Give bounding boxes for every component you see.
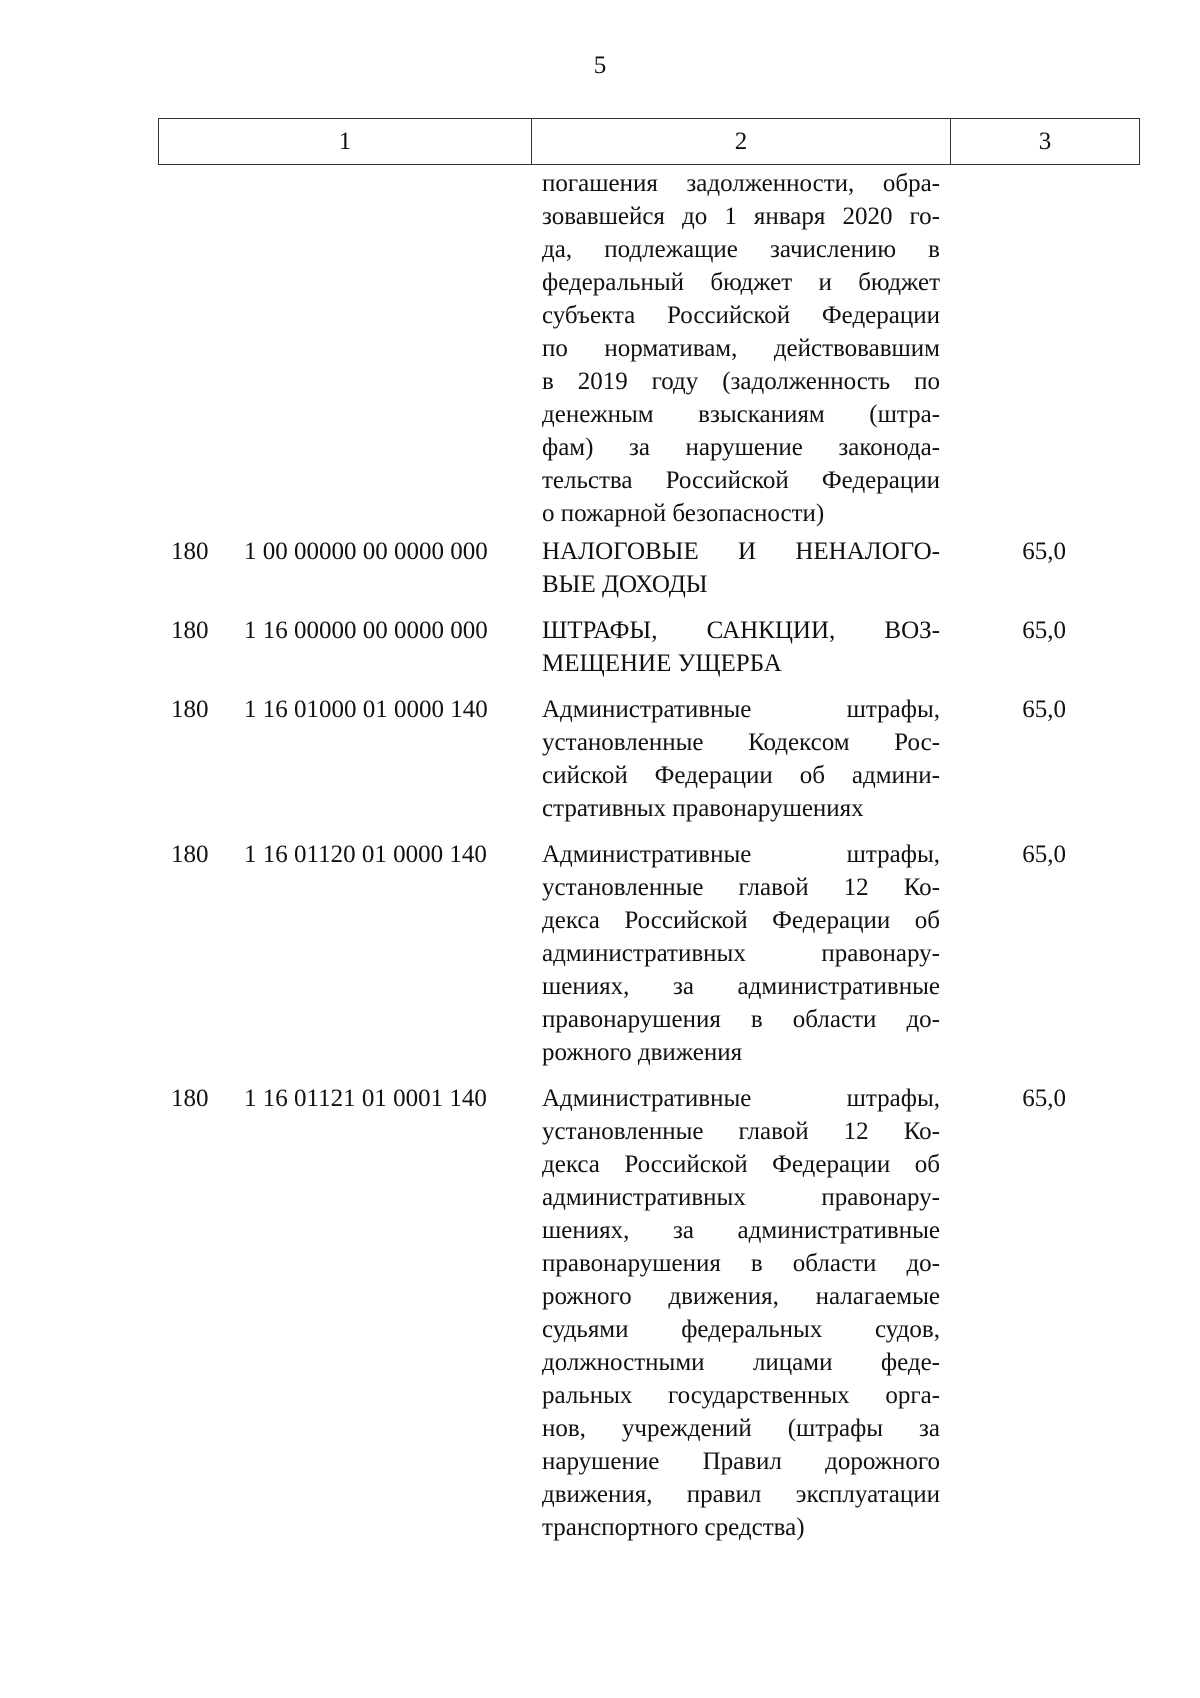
budget-code: 1 16 01000 01 0000 140 (244, 696, 488, 723)
amount: 65,0 (1022, 1085, 1066, 1112)
text-line: погашения задолженности, обра- (542, 170, 940, 197)
income-name (542, 535, 940, 601)
text-line: ШТРАФЫ, САНКЦИИ, ВОЗ- (542, 617, 940, 644)
header-col-2: 2 (532, 119, 951, 165)
text-line: правонарушения в области до- (542, 1006, 940, 1033)
text-line: фам) за нарушение законода- (542, 434, 940, 461)
budget-code: 1 16 00000 00 0000 000 (244, 617, 488, 644)
admin-code: 180 (171, 696, 209, 723)
text-line: административных правонару- (542, 940, 940, 967)
text-line: в 2019 году (задолженность по (542, 368, 940, 395)
text-line: НАЛОГОВЫЕ И НЕНАЛОГО- (542, 538, 940, 565)
text-line: да, подлежащие зачислению в (542, 236, 940, 263)
admin-code: 180 (171, 617, 209, 644)
table-row (0, 1082, 1200, 1544)
text-line: установленные главой 12 Ко- (542, 1118, 940, 1145)
text-line: шениях, за административные (542, 973, 940, 1000)
admin-code: 180 (171, 1085, 209, 1112)
text-line: Административные штрафы, (542, 841, 940, 868)
text-line: субъекта Российской Федерации (542, 302, 940, 329)
income-name (542, 1082, 940, 1544)
income-name (542, 614, 940, 680)
income-name (542, 693, 940, 825)
text-line: шениях, за административные (542, 1217, 940, 1244)
text-line: нарушение Правил дорожного (542, 1448, 940, 1475)
text-line: стративных правонарушениях (542, 795, 864, 822)
text-line: декса Российской Федерации об (542, 1151, 940, 1178)
admin-code: 180 (171, 538, 209, 565)
income-name (542, 838, 940, 1069)
budget-code: 1 16 01120 01 0000 140 (244, 841, 487, 868)
amount: 65,0 (1022, 841, 1066, 868)
text-line: федеральный бюджет и бюджет (542, 269, 940, 296)
table-row (0, 693, 1200, 825)
text-line: установленные главой 12 Ко- (542, 874, 940, 901)
text-line: сийской Федерации об админи- (542, 762, 940, 789)
header-col-3: 3 (951, 119, 1140, 165)
text-line: рожного движения (542, 1039, 743, 1066)
table-header (158, 118, 1140, 165)
text-line: рожного движения, налагаемые (542, 1283, 940, 1310)
text-line: денежным взысканиям (штра- (542, 401, 940, 428)
amount: 65,0 (1022, 617, 1066, 644)
amount: 65,0 (1022, 696, 1066, 723)
text-line: установленные Кодексом Рос- (542, 729, 940, 756)
text-line: Административные штрафы, (542, 1085, 940, 1112)
budget-code: 1 16 01121 01 0001 140 (244, 1085, 487, 1112)
header-col-1: 1 (159, 119, 532, 165)
text-line: нов, учреждений (штрафы за (542, 1415, 940, 1442)
text-line: о пожарной безопасности) (542, 500, 825, 527)
text-line: движения, правил эксплуатации (542, 1481, 940, 1508)
table-row (0, 838, 1200, 1069)
text-line: административных правонару- (542, 1184, 940, 1211)
table-header-row (159, 119, 1140, 165)
text-line: декса Российской Федерации об (542, 907, 940, 934)
admin-code: 180 (171, 841, 209, 868)
text-line: правонарушения в области до- (542, 1250, 940, 1277)
page-number: 5 (593, 52, 607, 79)
text-line: должностными лицами феде- (542, 1349, 940, 1376)
text-line: тельства Российской Федерации (542, 467, 940, 494)
continued-description (542, 167, 940, 530)
text-line: ральных государственных орга- (542, 1382, 940, 1409)
text-line: судьями федеральных судов, (542, 1316, 940, 1343)
amount: 65,0 (1022, 538, 1066, 565)
text-line: МЕЩЕНИЕ УЩЕРБА (542, 650, 782, 677)
text-line: транспортного средства) (542, 1514, 805, 1541)
budget-code: 1 00 00000 00 0000 000 (244, 538, 488, 565)
text-line: зовавшейся до 1 января 2020 го- (542, 203, 940, 230)
table-row (0, 614, 1200, 680)
table-row (0, 535, 1200, 601)
text-line: Административные штрафы, (542, 696, 940, 723)
text-line: по нормативам, действовавшим (542, 335, 940, 362)
text-line: ВЫЕ ДОХОДЫ (542, 571, 708, 598)
table-body (0, 535, 1200, 1557)
